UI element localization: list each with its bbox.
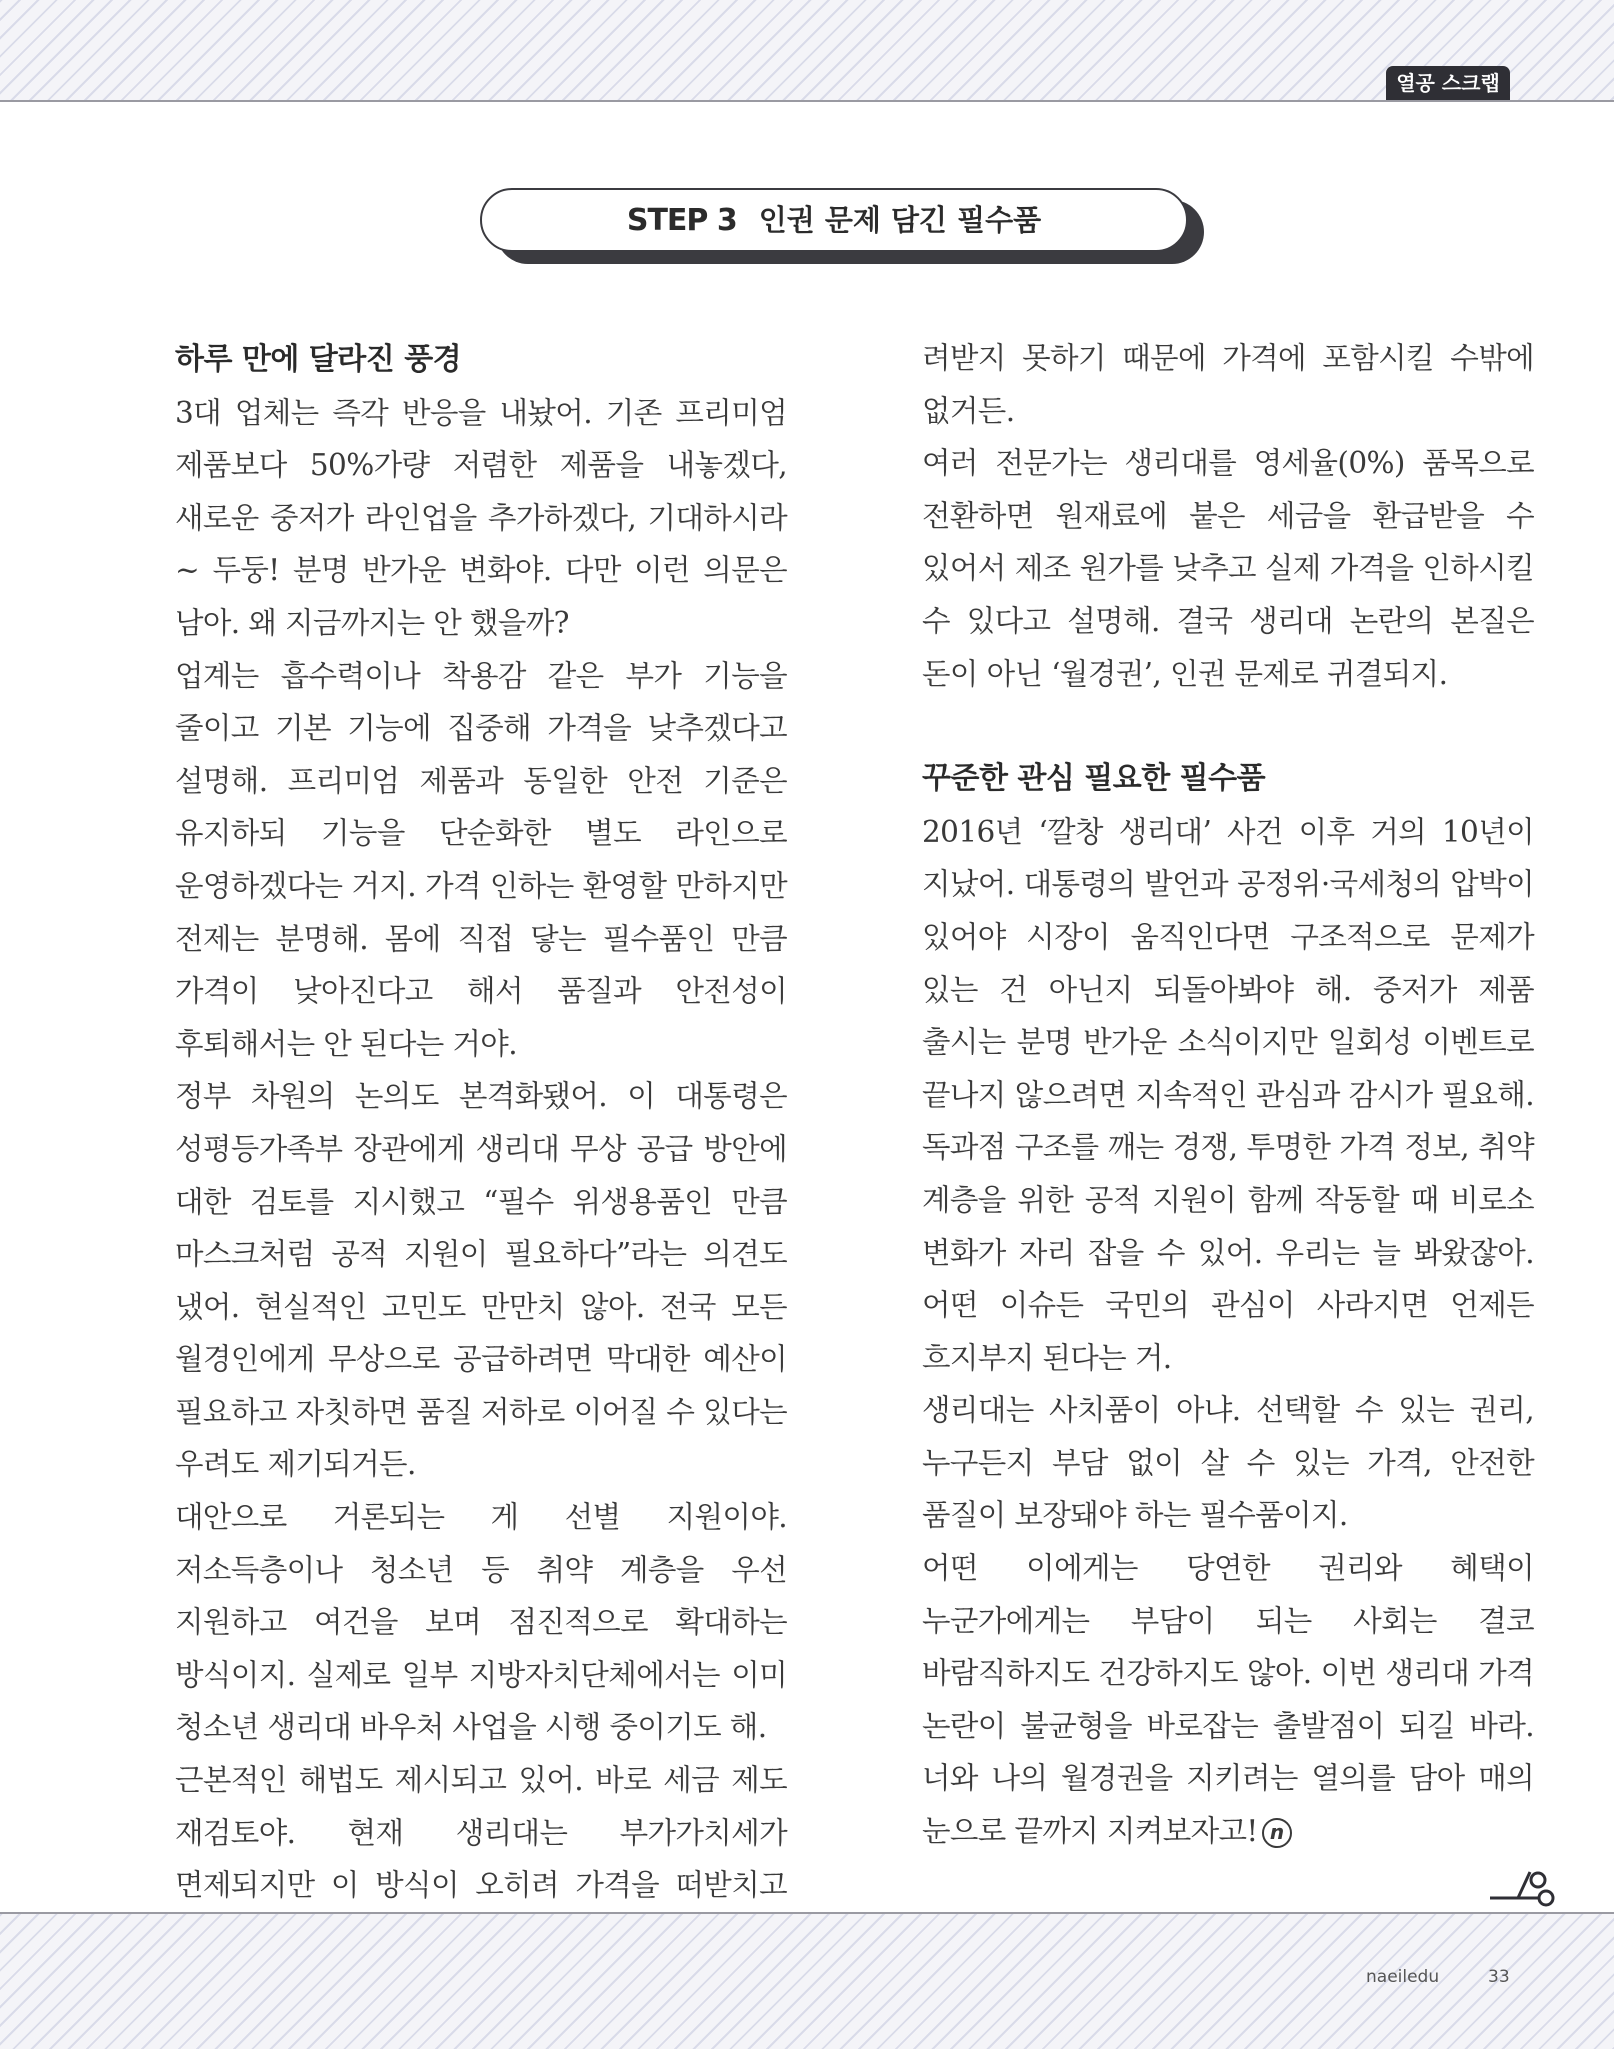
paragraph: 근본적인 해법도 제시되고 있어. 바로 세금 제도 재검토야. 현재 생리대는 부가가치세가 면제되지만 이 방식이 오히려 가격을 떠받치고: [175, 1763, 787, 1903]
page-number: 33: [1488, 1967, 1510, 1987]
step-title: 인권 문제 담긴 필수품: [758, 203, 1042, 237]
paragraph-last: [922, 1542, 1534, 1858]
scissors-icon: [1488, 1868, 1558, 1912]
step-banner: [480, 188, 1204, 266]
paragraph: 대안으로 거론되는 게 선별 지원이야. 저소득층이나 청소년 등 취약 계층을 우선 지원하고 여건을 보며 점진적으로 확대하는 방식이지. 실제로 일부 지방자치단체에서는 이미 청소년 생리대 바우처 사업을 시행 중이기도 해.: [175, 1500, 787, 1745]
paragraph: 3대 업체는 즉각 반응을 내놨어. 기존 프리미엄 제품보다 50%가량 저렴한 제품을 내놓겠다, 새로운 중저가 라인업을 추가하겠다, 기대하시라~ 두둥! 분명 반가운 변화야. 다만 이런 의문은 남아. 왜 지금까지는 안 했을까?: [175, 395, 787, 640]
section-gap: [922, 700, 1534, 753]
paragraph: 려받지 못하기 때문에 가격에 포함시킬 수밖에 없거든.: [922, 341, 1534, 428]
paragraph: 정부 차원의 논의도 본격화됐어. 이 대통령은 성평등가족부 장관에게 생리대 무상 공급 방안에 대한 검토를 지시했고 “필수 위생용품인 만큼 마스크처럼 공적 지원이 필요하다”라는 의견도 냈어. 현실적인 고민도 만만치 않아. 전국 모든 월경인에게 무상으로 공급하려면 막대한 예산이 필요하고 자칫하면 품질 저하로 이어질 수 있다는 우려도 제기되거든.: [175, 1079, 787, 1482]
step-banner-pill: [480, 188, 1188, 252]
top-stripe-band: [0, 0, 1614, 102]
end-mark-icon: n: [1262, 1818, 1292, 1848]
paragraph: 여러 전문가는 생리대를 영세율(0%) 품목으로 전환하면 원재료에 붙은 세금을 환급받을 수 있어서 제조 원가를 낮추고 실제 가격을 인하시킬 수 있다고 설명해. 결국 생리대 논란의 본질은 돈이 아닌 ‘월경권’, 인권 문제로 귀결되지.: [922, 446, 1534, 691]
footer-site-name: naeiledu: [1366, 1967, 1440, 1987]
step-number: STEP 3: [626, 203, 737, 238]
paragraph-last-text: 어떤 이에게는 당연한 권리와 혜택이 누군가에게는 부담이 되는 사회는 결코 바람직하지도 건강하지도 않아. 이번 생리대 가격 논란이 불균형을 바로잡는 출발점이 되길 바라. 너와 나의 월경권을 지키려는 열의를 담아 매의 눈으로 끝까지 지켜보자고!: [922, 1551, 1534, 1849]
paragraph: 생리대는 사치품이 아냐. 선택할 수 있는 권리, 누구든지 부담 없이 살 수 있는 가격, 안전한 품질이 보장돼야 하는 필수품이지.: [922, 1393, 1534, 1533]
paragraph: 업계는 흡수력이나 착용감 같은 부가 기능을 줄이고 기본 기능에 집중해 가격을 낮추겠다고 설명해. 프리미엄 제품과 동일한 안전 기준은 유지하되 기능을 단순화한 별도 라인으로 운영하겠다는 거지. 가격 인하는 환영할 만하지만 전제는 분명해. 몸에 직접 닿는 필수품인 만큼 가격이 낮아진다고 해서 품질과 안전성이 후퇴해서는 안 된다는 거야.: [175, 658, 787, 1061]
right-column: [922, 332, 1534, 1858]
section-tab-label: 열공 스크랩: [1386, 66, 1510, 100]
section-heading-right: 꾸준한 관심 필요한 필수품: [922, 761, 1266, 797]
paragraph: 2016년 ‘깔창 생리대’ 사건 이후 거의 10년이 지났어. 대통령의 발언과 공정위·국세청의 압박이 있어야 시장이 움직인다면 구조적으로 문제가 있는 건 아닌지 되돌아봐야 해. 중저가 제품 출시는 분명 반가운 소식이지만 일회성 이벤트로 끝나지 않으려면 지속적인 관심과 감시가 필요해. 독과점 구조를 깨는 경쟁, 투명한 가격 정보, 취약 계층을 위한 공적 지원이 함께 작동할 때 비로소 변화가 자리 잡을 수 있어. 우리는 늘 봐왔잖아. 어떤 이슈든 국민의 관심이 사라지면 언제든 흐지부지 된다는 거.: [922, 814, 1534, 1375]
left-column: [175, 334, 787, 2017]
section-heading-left: 하루 만에 달라진 풍경: [175, 342, 462, 377]
